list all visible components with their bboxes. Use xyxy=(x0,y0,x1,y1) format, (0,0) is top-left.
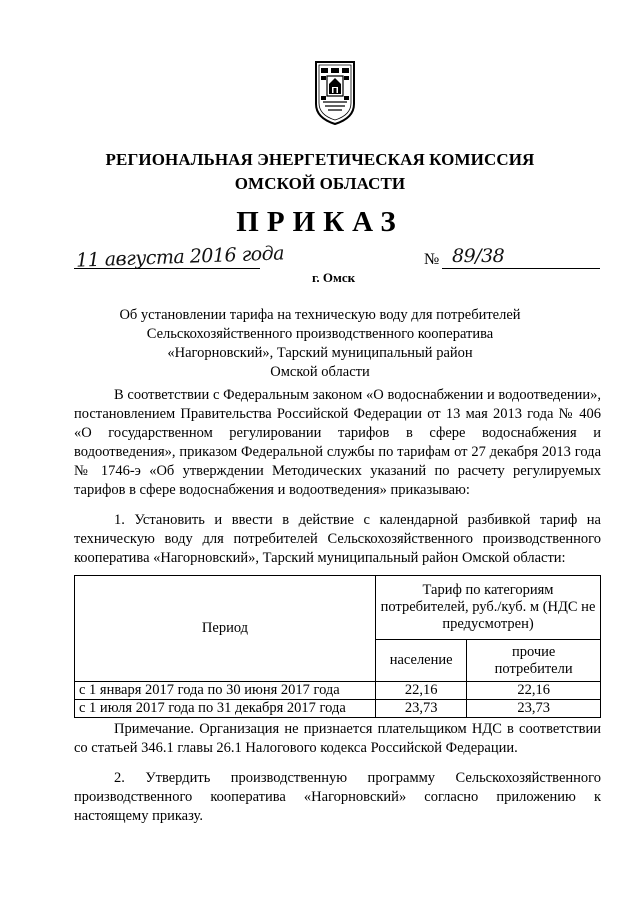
organization-name-line-1: РЕГИОНАЛЬНАЯ ЭНЕРГЕТИЧЕСКАЯ КОМИССИЯ xyxy=(105,150,535,169)
number-underline xyxy=(442,268,600,269)
table-row xyxy=(75,700,601,718)
subject-line: Сельскохозяйственного производственного кооператива xyxy=(146,326,494,342)
other-tariff-cell: 23,73 xyxy=(467,700,601,718)
organization-name-line-2: ОМСКОЙ ОБЛАСТИ xyxy=(234,174,406,193)
subject-line: «Нагорновский», Тарский муниципальный район xyxy=(167,345,473,361)
number-sign: № xyxy=(424,251,440,268)
table-header-row xyxy=(75,576,601,640)
period-header-cell: Период xyxy=(75,576,376,682)
clause-2-paragraph: 2. Утвердить производственную программу Сельскохозяйственного производственного кооператива «Нагорновский» согласно приложению к настоящему приказу. xyxy=(74,770,601,824)
city-label: г. Омск xyxy=(312,270,356,285)
population-tariff-cell: 23,73 xyxy=(376,700,467,718)
date-underline xyxy=(74,268,260,269)
order-subject xyxy=(80,306,560,382)
population-tariff-cell: 22,16 xyxy=(376,682,467,700)
handwritten-order-number: 89/38 xyxy=(452,245,505,267)
period-cell: с 1 июля 2017 года по 31 декабря 2017 года xyxy=(75,700,376,718)
subject-line: Омской области xyxy=(270,364,370,380)
vat-note-paragraph: Примечание. Организация не признается плательщиком НДС в соответствии со статьей 346.1 главы 26.1 Налогового кодекса Российской Федерации. xyxy=(74,721,601,756)
other-consumers-header-cell: прочие потребители xyxy=(467,640,601,682)
preamble-paragraph: В соответствии с Федеральным законом «О водоснабжении и водоотведении», постановлением Правительства Российской Федерации от 13 мая 2013 года № 406 «О государственном регулировании тарифов в сфере водоснабжения и водоотведения», приказом Федеральной службы по тарифам от 27 декабря 2013 года № 1746-э «Об утверждении Методических указаний по расчету регулируемых тарифов в сфере водоснабжения и водоотведения» приказываю: xyxy=(74,387,601,498)
subject-line: Об установлении тарифа на техническую воду для потребителей xyxy=(119,307,521,323)
tariff-header-cell: Тариф по категориям потребителей, руб./куб. м (НДС не предусмотрен) xyxy=(376,576,601,640)
tariff-table xyxy=(74,575,601,718)
handwritten-date: 11 августа 2016 года xyxy=(75,242,285,272)
population-header-cell: население xyxy=(376,640,467,682)
document-type-title: ПРИКАЗ xyxy=(236,206,404,238)
coat-of-arms-emblem xyxy=(313,60,357,126)
other-tariff-cell: 22,16 xyxy=(467,682,601,700)
table-row xyxy=(75,682,601,700)
period-cell: с 1 января 2017 года по 30 июня 2017 года xyxy=(75,682,376,700)
clause-1-paragraph: 1. Установить и ввести в действие с календарной разбивкой тариф на техническую воду для потребителей Сельскохозяйственного производственного кооператива «Нагорновский», Тарский муниципальный район Омской области: xyxy=(74,512,601,566)
